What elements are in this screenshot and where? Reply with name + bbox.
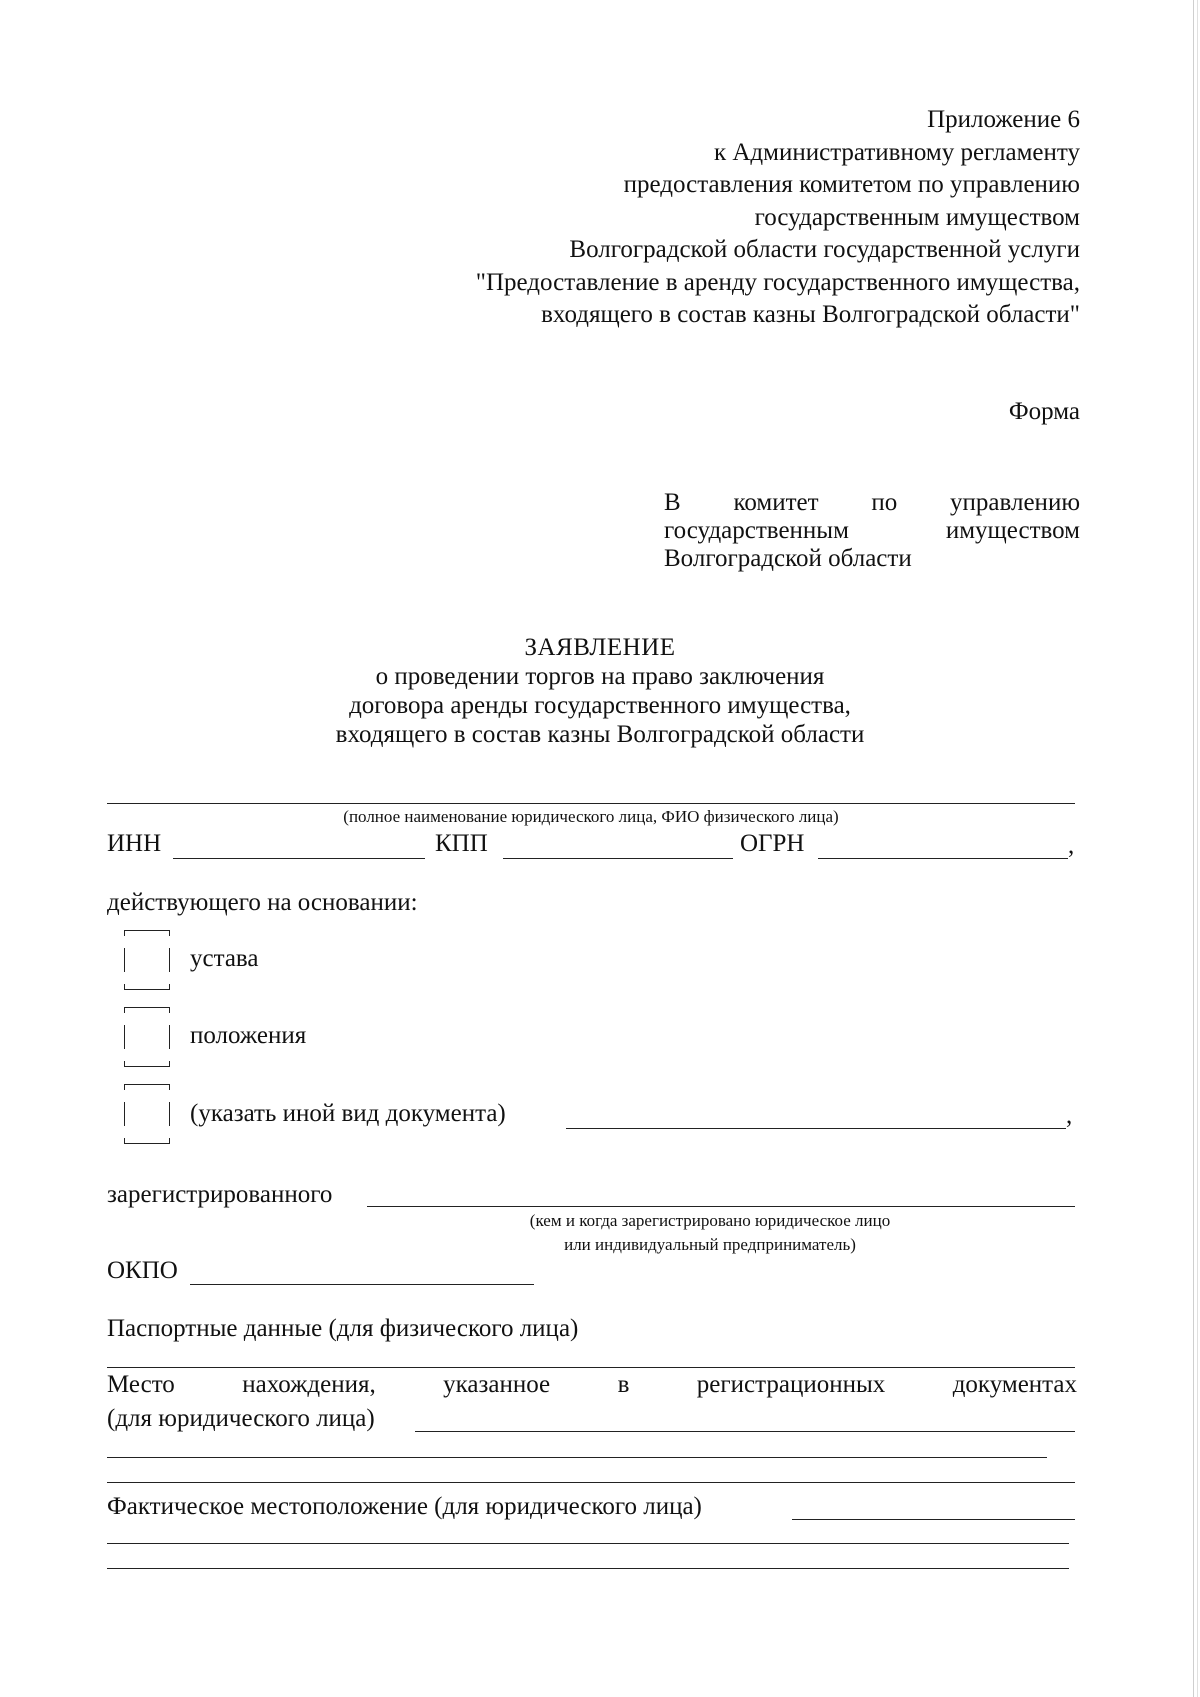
appendix-line: Волгоградской области государственной услуги bbox=[569, 236, 1080, 263]
appendix-line: предоставления комитетом по управлению bbox=[623, 171, 1080, 198]
title-subtitle: входящего в состав казны Волгоградской области bbox=[335, 721, 865, 748]
other-document-comma: , bbox=[1066, 1102, 1073, 1129]
addressee-line: В комитет по управлению bbox=[664, 489, 1080, 516]
option-regulation-label: положения bbox=[190, 1022, 307, 1049]
location-field-line[interactable] bbox=[107, 1457, 1047, 1458]
registration-hint-line: или индивидуальный предприниматель) bbox=[564, 1235, 856, 1254]
appendix-line: к Административному регламенту bbox=[713, 138, 1080, 166]
registration-hint-line: (кем и когда зарегистрировано юридическое лицо bbox=[529, 1211, 891, 1230]
okpo-label: ОКПО bbox=[107, 1257, 178, 1284]
option-other-document-label: (указать иной вид документа) bbox=[190, 1100, 506, 1127]
checkbox-regulation[interactable] bbox=[124, 1007, 170, 1067]
title-subtitle: о проведении торгов на право заключения bbox=[375, 663, 825, 690]
scan-edge-secondary bbox=[1197, 0, 1198, 1697]
location-label: Место нахождения, указанное в регистрационных документах bbox=[107, 1371, 1077, 1398]
location-field-line[interactable] bbox=[107, 1482, 1075, 1483]
registration-field[interactable] bbox=[367, 1206, 1075, 1207]
ogrn-label: ОГРН bbox=[740, 830, 805, 857]
registration-label: зарегистрированного bbox=[107, 1181, 333, 1208]
actual-location-field-line[interactable] bbox=[107, 1568, 1069, 1569]
inn-label: ИНН bbox=[107, 830, 162, 857]
appendix-line: Приложение 6 bbox=[927, 106, 1080, 133]
title-main: ЗАЯВЛЕНИЕ bbox=[524, 634, 676, 661]
actual-location-label: Фактическое местоположение (для юридического лица) bbox=[107, 1493, 702, 1520]
appendix-line: государственным имуществом bbox=[754, 203, 1080, 231]
location-field[interactable] bbox=[415, 1431, 1075, 1432]
form-label: Форма bbox=[1008, 398, 1080, 425]
applicant-name-field[interactable] bbox=[107, 803, 1075, 804]
kpp-field[interactable] bbox=[503, 858, 733, 859]
addressee-line: государственным имуществом bbox=[664, 517, 1080, 544]
checkbox-other-document[interactable] bbox=[124, 1084, 170, 1144]
option-charter-label: устава bbox=[190, 945, 259, 972]
document-title bbox=[110, 633, 1090, 749]
inn-field[interactable] bbox=[173, 858, 425, 859]
passport-label: Паспортные данные (для физического лица) bbox=[107, 1315, 579, 1342]
appendix-line: "Предоставление в аренду государственного имущества, bbox=[475, 268, 1080, 296]
addressee-block bbox=[664, 489, 1080, 573]
appendix-header bbox=[476, 104, 1080, 332]
actual-location-field[interactable] bbox=[792, 1519, 1075, 1520]
addressee-line: Волгоградской области bbox=[664, 545, 912, 572]
location-label-cont: (для юридического лица) bbox=[107, 1405, 375, 1432]
appendix-line: входящего в состав казны Волгоградской области" bbox=[541, 301, 1080, 328]
ogrn-comma: , bbox=[1068, 832, 1075, 859]
basis-label: действующего на основании: bbox=[107, 889, 418, 916]
actual-location-field-line[interactable] bbox=[107, 1543, 1069, 1544]
applicant-name-hint: (полное наименование юридического лица, ФИО физического лица) bbox=[343, 807, 839, 826]
ogrn-field[interactable] bbox=[818, 858, 1068, 859]
other-document-field[interactable] bbox=[566, 1128, 1066, 1129]
passport-field[interactable] bbox=[107, 1367, 1075, 1368]
checkbox-charter[interactable] bbox=[124, 930, 170, 990]
scan-edge bbox=[1193, 0, 1194, 1697]
title-subtitle: договора аренды государственного имущества, bbox=[349, 692, 851, 719]
okpo-field[interactable] bbox=[190, 1284, 534, 1285]
kpp-label: КПП bbox=[435, 830, 488, 857]
